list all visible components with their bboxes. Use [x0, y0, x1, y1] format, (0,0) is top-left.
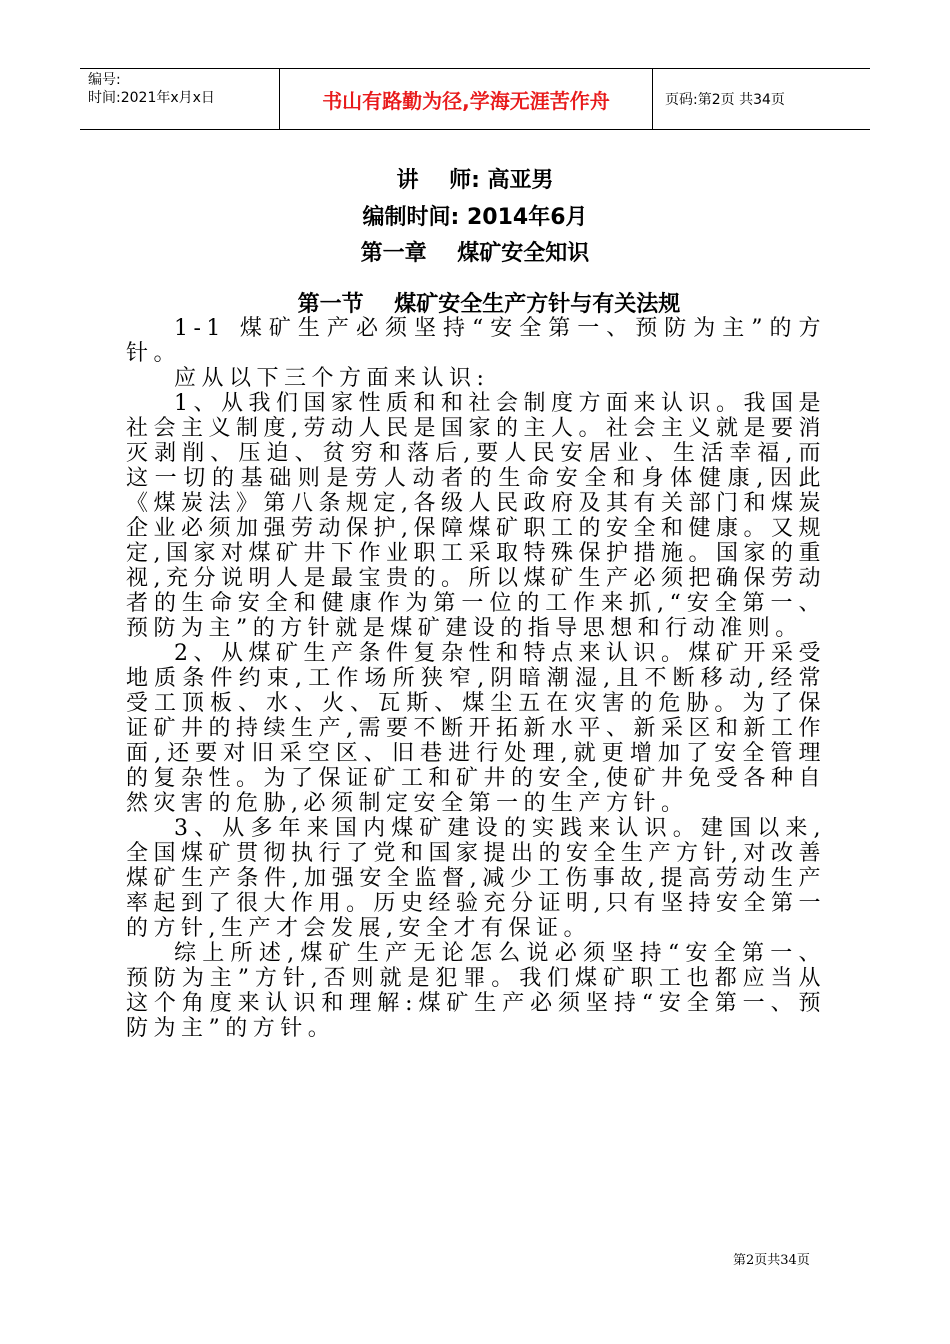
date-line: 编制时间: 2014年6月 [362, 205, 588, 230]
serial-label: 编号: [88, 72, 121, 88]
paragraph: 1、从我们国家性质和和社会制度方面来认识。我国是社会主义制度,劳动人民是国家的主人。社会主义就是要消灭剥削、压迫、贫穷和落后,要人民安居业、生活幸福,而这一切的基础则是劳人动者的生命安全和身体健康,因此《煤炭法》第八条规定,各级人民政府及其有关部门和煤炭企业必须加强劳动保护,保障煤矿职工的安全和健康。又规定,国家对煤矿井下作业职工采取特殊保护措施。国家的重视,充分说明人是最宝贵的。所以煤矿生产必须把确保劳动者的生命安全和健康作为第一位的工作来抓,“安全第一、预防为主”的方针就是煤矿建设的指导思想和行动准则。 [126, 391, 826, 641]
section-title: 第一节 煤矿安全生产方针与有关法规 [297, 292, 681, 317]
paragraph: 综上所述,煤矿生产无论怎么说必须坚持“安全第一、预防为主”方针,否则就是犯罪。我们煤矿职工也都应当从这个角度来认识和理解:煤矿生产必须坚持“安全第一、预防为主”的方针。 [126, 941, 826, 1041]
time-label: 时间:2021年x月x日 [88, 90, 215, 106]
page-header [80, 68, 870, 130]
paragraph: 1-1 煤矿生产必须坚持“安全第一、预防为主”的方针。 [126, 316, 826, 366]
chapter-title: 第一章 煤矿安全知识 [360, 241, 590, 266]
header-page-label: 页码:第2页 共34页 [665, 92, 785, 108]
paragraph: 2、从煤矿生产条件复杂性和特点来认识。煤矿开采受地质条件约束,工作场所狭窄,阴暗潮湿,且不断移动,经常受工顶板、水、火、瓦斯、煤尘五在灾害的危胁。为了保证矿井的持续生产,需要不断开拓新水平、新采区和新工作面,还要对旧采空区、旧巷进行处理,就更增加了安全管理的复杂性。为了保证矿工和矿井的安全,使矿井免受各种自然灾害的危胁,必须制定安全第一的生产方针。 [126, 641, 826, 816]
page-footer: 第2页共34页 [733, 1253, 810, 1268]
header-motto: 书山有路勤为径,学海无涯苦作舟 [280, 69, 653, 129]
lecturer-line: 讲 师: 高亚男 [396, 168, 554, 193]
header-meta [80, 69, 280, 129]
paragraph: 应从以下三个方面来认识: [174, 366, 490, 391]
body-text [126, 316, 826, 1041]
paragraph: 3、从多年来国内煤矿建设的实践来认识。建国以来,全国煤矿贯彻执行了党和国家提出的安全生产方针,对改善煤矿生产条件,加强安全监督,减少工伤事故,提高劳动生产率起到了很大作用。历史经验充分证明,只有坚持安全第一的方针,生产才会发展,安全才有保证。 [126, 816, 826, 941]
